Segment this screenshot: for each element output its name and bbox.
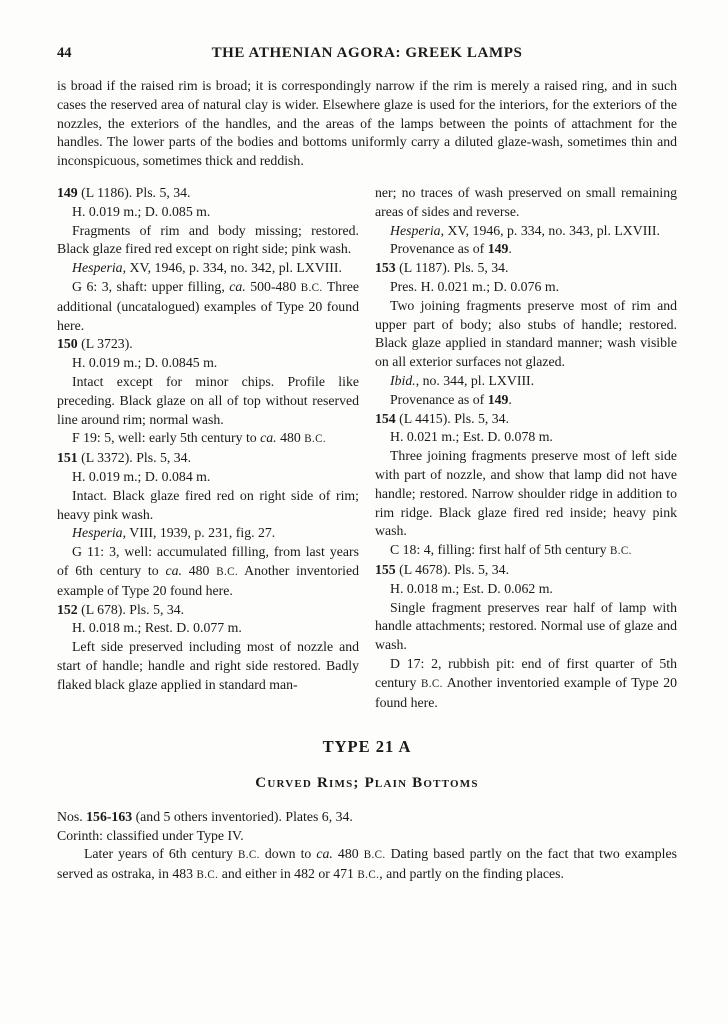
paragraph bbox=[375, 372, 677, 391]
text-run: 156-163 bbox=[86, 808, 133, 824]
catalog-entry-heading bbox=[57, 184, 359, 203]
text-run: Pres. H. 0.021 m.; D. 0.076 m. bbox=[390, 278, 560, 294]
text-run: Hesperia bbox=[72, 525, 123, 541]
paragraph bbox=[375, 447, 677, 541]
text-run: Hesperia bbox=[72, 260, 123, 276]
text-run: B.C. bbox=[421, 677, 443, 690]
type-section bbox=[57, 738, 677, 885]
text-run: Another inventoried example of Type 20 found here. bbox=[57, 562, 359, 598]
text-run: (L 678). Pls. 5, 34. bbox=[77, 601, 185, 617]
text-run: B.C. bbox=[216, 565, 239, 578]
text-run: B.C. bbox=[357, 869, 380, 882]
running-title: THE ATHENIAN AGORA: GREEK LAMPS bbox=[211, 45, 523, 61]
text-run: . bbox=[508, 391, 512, 407]
paragraph bbox=[375, 580, 677, 599]
text-run: H. 0.021 m.; Est. D. 0.078 m. bbox=[390, 429, 553, 445]
text-run: , VIII, 1939, p. 231, fig. 27. bbox=[122, 525, 276, 541]
text-run: G 11: 3, well: accumulated filling, from last years of 6th century to bbox=[57, 544, 359, 578]
text-run: 154 bbox=[375, 410, 396, 426]
text-run: Later years of 6th century bbox=[84, 846, 238, 862]
text-run: , XV, 1946, p. 334, no. 342, pl. LXVIII. bbox=[122, 260, 342, 276]
paragraph bbox=[57, 619, 359, 638]
text-run: and either in 482 or 471 bbox=[218, 866, 358, 882]
text-run: 155 bbox=[375, 561, 396, 577]
page-number: 44 bbox=[57, 45, 72, 61]
text-run: (and 5 others inventoried). Plates 6, 34. bbox=[132, 808, 353, 824]
text-run: 150 bbox=[57, 336, 78, 352]
text-run: (L 1186). Pls. 5, 34. bbox=[77, 184, 191, 200]
text-run: Three additional (uncatalogued) examples of Type 20 found here. bbox=[57, 278, 359, 333]
paragraph bbox=[57, 808, 677, 827]
text-run: 149 bbox=[487, 241, 509, 257]
text-run: (L 4415). Pls. 5, 34. bbox=[395, 410, 510, 426]
text-run: Intact. Black glaze fired red on right side of rim; heavy pink wash. bbox=[57, 487, 359, 522]
paragraph bbox=[375, 297, 677, 372]
text-run: B.C. bbox=[196, 869, 219, 882]
catalog-entry-heading bbox=[375, 410, 677, 429]
section-body bbox=[57, 808, 677, 885]
paragraph bbox=[57, 429, 359, 449]
paragraph bbox=[57, 259, 359, 278]
right-column bbox=[375, 184, 677, 712]
text-run: , and partly on the finding places. bbox=[379, 866, 564, 882]
text-run: Hesperia bbox=[390, 222, 441, 238]
text-run: B.C. bbox=[237, 849, 260, 862]
paragraph bbox=[57, 373, 359, 429]
text-run: D 17: 2, rubbish pit: end of first quarter of 5th century bbox=[375, 655, 677, 690]
text-run: C 18: 4, filling: first half of 5th century bbox=[390, 542, 610, 558]
paragraph bbox=[57, 827, 677, 846]
text-run: G 6: 3, shaft: upper filling, bbox=[72, 278, 230, 294]
paragraph bbox=[57, 638, 359, 694]
catalog-entry-heading bbox=[57, 601, 359, 620]
text-run: H. 0.018 m.; Est. D. 0.062 m. bbox=[390, 580, 553, 596]
paragraph bbox=[375, 222, 677, 241]
intro-paragraph: is broad if the raised rim is broad; it is correspondingly narrow if the rim is merely a raised ring, and in such cases the reserved area of natural clay is wider. Elsewhere glaze is used for the interiors, for the exteriors of the nozzles, the exteriors of the handles, and the areas of the lamps between the points of attachment for the handles. The lower parts of the bodies and bottoms uniformly carry a diluted glaze-wash, sometimes thin and inconspicuous, sometimes thick and reddish. bbox=[57, 78, 677, 169]
catalog-columns bbox=[57, 184, 677, 712]
catalog-entry-heading bbox=[375, 561, 677, 580]
text-run: Corinth: classified under Type IV. bbox=[57, 827, 244, 843]
paragraph bbox=[57, 524, 359, 543]
text-run: ner; no traces of wash preserved on small remaining areas of sides and reverse. bbox=[375, 184, 677, 219]
text-run: Another inventoried example of Type 20 found here. bbox=[375, 674, 677, 710]
paragraph bbox=[57, 203, 359, 222]
text-run: 152 bbox=[57, 601, 78, 617]
paragraph bbox=[57, 278, 359, 335]
text-run: Dating based partly on the fact that two examples served as ostraka, in 483 bbox=[57, 846, 677, 882]
text-run: 480 bbox=[276, 430, 305, 446]
text-run: Left side preserved including most of nozzle and start of handle; handle and right side restored. Badly flaked black glaze applied in standard man- bbox=[57, 639, 359, 692]
text-run: , no. 344, pl. LXVIII. bbox=[415, 372, 535, 388]
paragraph bbox=[57, 845, 677, 885]
text-run: , XV, 1946, p. 334, no. 343, pl. LXVIII. bbox=[440, 222, 660, 238]
text-run: ca. bbox=[260, 430, 277, 446]
text-run: (L 3372). Pls. 5, 34. bbox=[77, 450, 192, 466]
text-run: Ibid. bbox=[390, 372, 416, 388]
catalog-entry-heading bbox=[57, 449, 359, 468]
paragraph bbox=[57, 468, 359, 487]
section-title: TYPE 21 A bbox=[322, 737, 412, 757]
text-run: ca. bbox=[165, 562, 182, 578]
text-run: 151 bbox=[57, 450, 78, 466]
text-run: B.C. bbox=[363, 849, 386, 862]
text-run: H. 0.019 m.; D. 0.085 m. bbox=[72, 203, 211, 219]
text-run: H. 0.018 m.; Rest. D. 0.077 m. bbox=[72, 620, 242, 636]
text-run: H. 0.019 m.; D. 0.084 m. bbox=[72, 468, 211, 484]
paragraph bbox=[375, 428, 677, 447]
text-run: Provenance as of bbox=[390, 241, 488, 257]
text-run: Intact except for minor chips. Profile like preceding. Black glaze on all of top without reserved line around rim; normal wash. bbox=[57, 373, 359, 427]
text-run: ca. bbox=[316, 846, 333, 862]
paragraph bbox=[375, 391, 677, 410]
text-run: 149 bbox=[487, 391, 509, 407]
section-subtitle: Curved Rims; Plain Bottoms bbox=[255, 775, 479, 792]
text-run: ca. bbox=[229, 278, 246, 294]
paragraph bbox=[57, 222, 359, 260]
text-run: 149 bbox=[57, 184, 78, 200]
paragraph bbox=[375, 184, 677, 222]
catalog-entry-heading bbox=[375, 259, 677, 278]
text-run: (L 4678). Pls. 5, 34. bbox=[395, 561, 510, 577]
text-run: Three joining fragments preserve most of left side with part of nozzle, and show that lamp did not have handle; restored. Narrow shoulder ridge in addition to rim ridge. Black glaze fired red inside; heavy pink wash. bbox=[375, 448, 677, 539]
text-run: 500-480 bbox=[245, 278, 301, 294]
text-run: B.C. bbox=[609, 545, 632, 558]
text-run: Fragments of rim and body missing; restored. Black glaze fired red except on right side; pink wash. bbox=[57, 222, 359, 257]
catalog-entry-heading bbox=[57, 335, 359, 354]
text-run: Single fragment preserves rear half of lamp with handle attachments; restored. Normal use of glaze and wash. bbox=[375, 599, 677, 653]
text-run: Nos. bbox=[57, 808, 87, 824]
left-column bbox=[57, 184, 359, 712]
paragraph bbox=[57, 543, 359, 600]
text-run: 480 bbox=[332, 846, 364, 862]
page-header bbox=[57, 44, 677, 66]
paragraph bbox=[375, 240, 677, 259]
text-run: down to bbox=[259, 846, 317, 862]
paragraph bbox=[375, 541, 677, 561]
paragraph bbox=[375, 655, 677, 712]
text-run: 480 bbox=[181, 562, 217, 578]
text-run: . bbox=[508, 241, 512, 257]
paragraph bbox=[57, 487, 359, 525]
paragraph bbox=[375, 599, 677, 655]
text-run: Two joining fragments preserve most of rim and upper part of body; also stubs of handle; restored. Black glaze applied in standard manner; wash visible on all exterior surfaces not glazed. bbox=[375, 297, 677, 370]
text-run: H. 0.019 m.; D. 0.0845 m. bbox=[72, 355, 218, 371]
paragraph bbox=[57, 354, 359, 373]
text-run: Provenance as of bbox=[390, 391, 488, 407]
text-run: 153 bbox=[375, 260, 396, 276]
text-run: B.C. bbox=[300, 281, 323, 294]
text-run: B.C. bbox=[304, 433, 327, 446]
paragraph bbox=[375, 278, 677, 297]
text-run: F 19: 5, well: early 5th century to bbox=[72, 430, 261, 446]
text-run: (L 3723). bbox=[77, 336, 133, 352]
text-run: (L 1187). Pls. 5, 34. bbox=[395, 260, 509, 276]
